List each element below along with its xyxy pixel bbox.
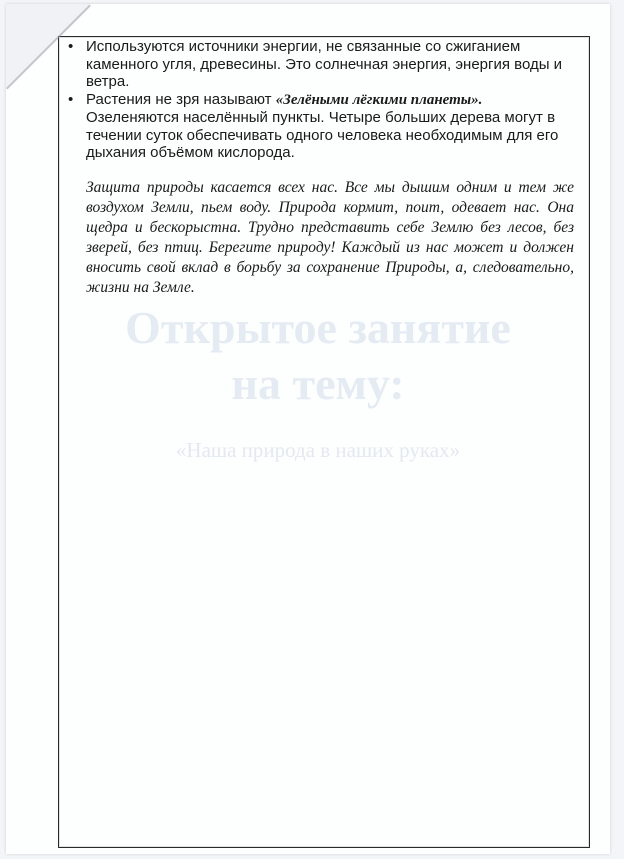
- bullet-text-before: Растения не зря называют: [86, 90, 276, 108]
- closing-paragraph: Защита природы касается всех нас. Все мы дышим одним и тем же воздухом Земли, пьем воду. Природа кормит, поит, одевает нас. Она щедра и бескорыстна. Трудно представить себе Землю без лесов, без зверей, без птиц. Берегите природу! Каждый из нас может и должен вносить свой вклад в борьбу за сохранение Природы, а, следовательно, жизни на Земле.: [86, 178, 574, 296]
- bullet-icon: •: [68, 38, 74, 55]
- bullet-text-after: Озеленяются населённый пункты. Четыре больших дерева могут в течении суток обеспечивать одного человека необходимым для его дыхания объёмом кислорода.: [86, 109, 559, 161]
- bullet-list: [64, 38, 574, 162]
- bleed-through-title: [52, 300, 584, 412]
- bullet-icon: •: [68, 90, 74, 108]
- bullet-text: Используются источники энергии, не связанные со сжиганием каменного угля, древесины. Это солнечная энергия, энергия воды и ветра.: [86, 38, 563, 90]
- bullet-emphasis: «Зелёными лёгкими планеты».: [275, 91, 483, 108]
- bleed-through-title-line2: на тему:: [231, 358, 405, 409]
- bleed-through-title-line1: Открытое занятие: [125, 302, 511, 353]
- page-content: [64, 38, 574, 313]
- bleed-through-subtitle: «Наша природа в наших руках»: [175, 438, 461, 462]
- bullet-item-energy: [64, 38, 574, 91]
- bullet-item-plants: [64, 91, 574, 162]
